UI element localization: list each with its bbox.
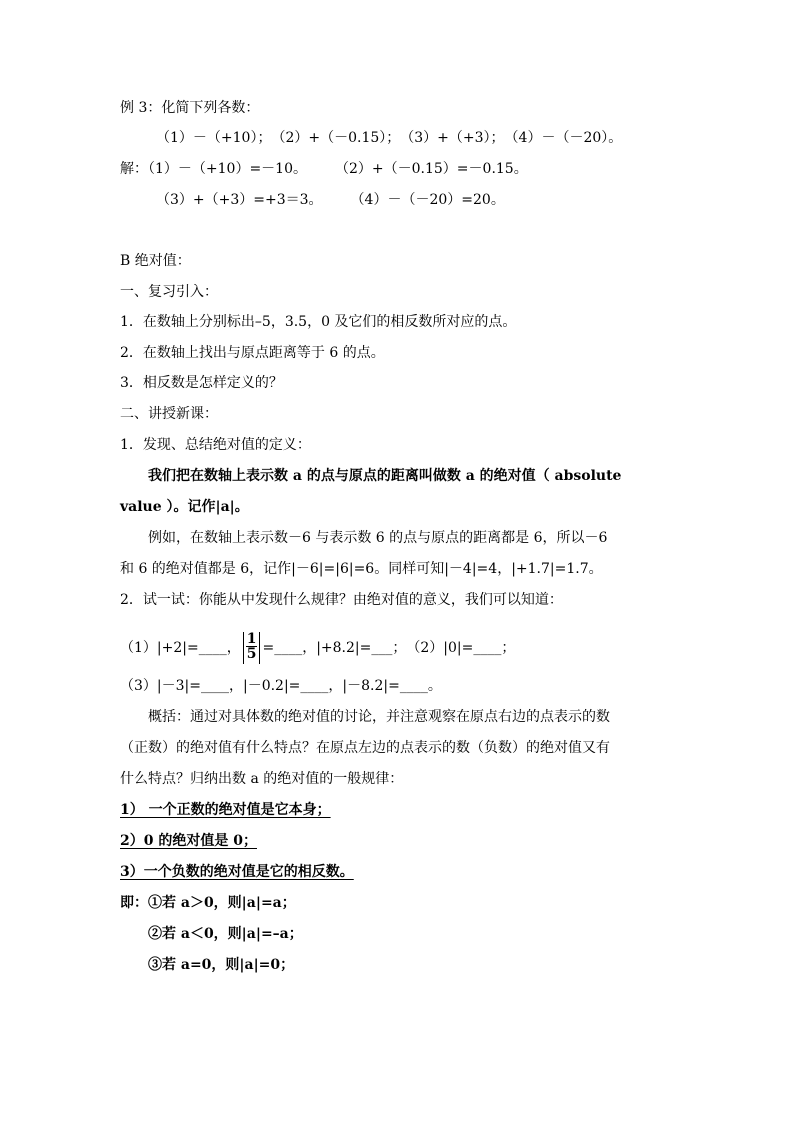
definition-line-1: 我们把在数轴上表示数 a 的点与原点的距离叫做数 a 的绝对值（ absolute: [148, 468, 622, 484]
rule-1: 1） 一个正数的绝对值是它本身；: [120, 802, 331, 818]
review-item-3: 3．相反数是怎样定义的？: [120, 375, 283, 391]
rule-3: 3）一个负数的绝对值是它的相反数。: [120, 864, 354, 880]
summary-line-3: 什么特点？归纳出数 a 的绝对值的一般规律：: [120, 771, 404, 787]
rule-2: 2）0 的绝对值是 0；: [120, 833, 257, 849]
review-item-2: 2．在数轴上找出与原点距离等于 6 的点。: [120, 345, 385, 361]
case-3: ③若 a=0，则|a|=0；: [148, 957, 295, 973]
example-problems: （1）－（+10）； （2）+（－0.15）； （3）+（+3）； （4）－（－20）。: [156, 130, 623, 146]
case-1: 即：①若 a＞0，则|a|=a；: [120, 895, 296, 911]
example-line-2: 和 6 的绝对值都是 6，记作|－6|=|6|=6。同样可知|－4|=4，|+1.7|=1.7。: [120, 561, 603, 577]
solution-line-1: 解：（1）－（+10）=－10。 （2）+（－0.15）=－0.15。: [120, 161, 528, 177]
try-line-1: [120, 632, 515, 664]
fraction-denominator: 5: [246, 646, 257, 662]
summary-line-1: 概括：通过对具体数的绝对值的讨论，并注意观察在原点右边的点表示的数: [148, 709, 610, 725]
example-title: 例 3：化简下列各数：: [120, 100, 260, 116]
review-heading: 一、复习引入：: [120, 284, 218, 300]
section-heading: B 绝对值：: [120, 253, 191, 269]
try-line-1-part-b: =____，|+8.2|=___； （2）|0|=____；: [262, 640, 516, 656]
example-line-1: 例如，在数轴上表示数－6 与表示数 6 的点与原点的距离都是 6，所以－6: [148, 530, 608, 546]
fraction-numerator: 1: [246, 631, 257, 647]
fraction-abs: [243, 632, 261, 664]
case-2: ②若 a＜0，则|a|=–a；: [148, 926, 303, 942]
try-line-1-part-a: （1）|+2|=____，: [120, 640, 241, 656]
review-item-1: 1．在数轴上分别标出–5，3.5，0 及它们的相反数所对应的点。: [120, 314, 517, 330]
summary-line-2: （正数）的绝对值有什么特点？在原点左边的点表示的数（负数）的绝对值又有: [120, 740, 610, 756]
new-lesson-heading: 二、讲授新课：: [120, 406, 218, 422]
item-1: 1．发现、总结绝对值的定义：: [120, 437, 311, 453]
item-2: 2．试一试：你能从中发现什么规律？由绝对值的意义，我们可以知道：: [120, 592, 563, 608]
try-line-2: （3）|－3|=____，|－0.2|=____，|－8.2|=____。: [120, 678, 442, 694]
solution-line-2: （3）+（+3）=+3＝3。 （4）－（－20）=20。: [156, 192, 505, 208]
definition-line-2: value ）。记作|a|。: [120, 499, 249, 515]
